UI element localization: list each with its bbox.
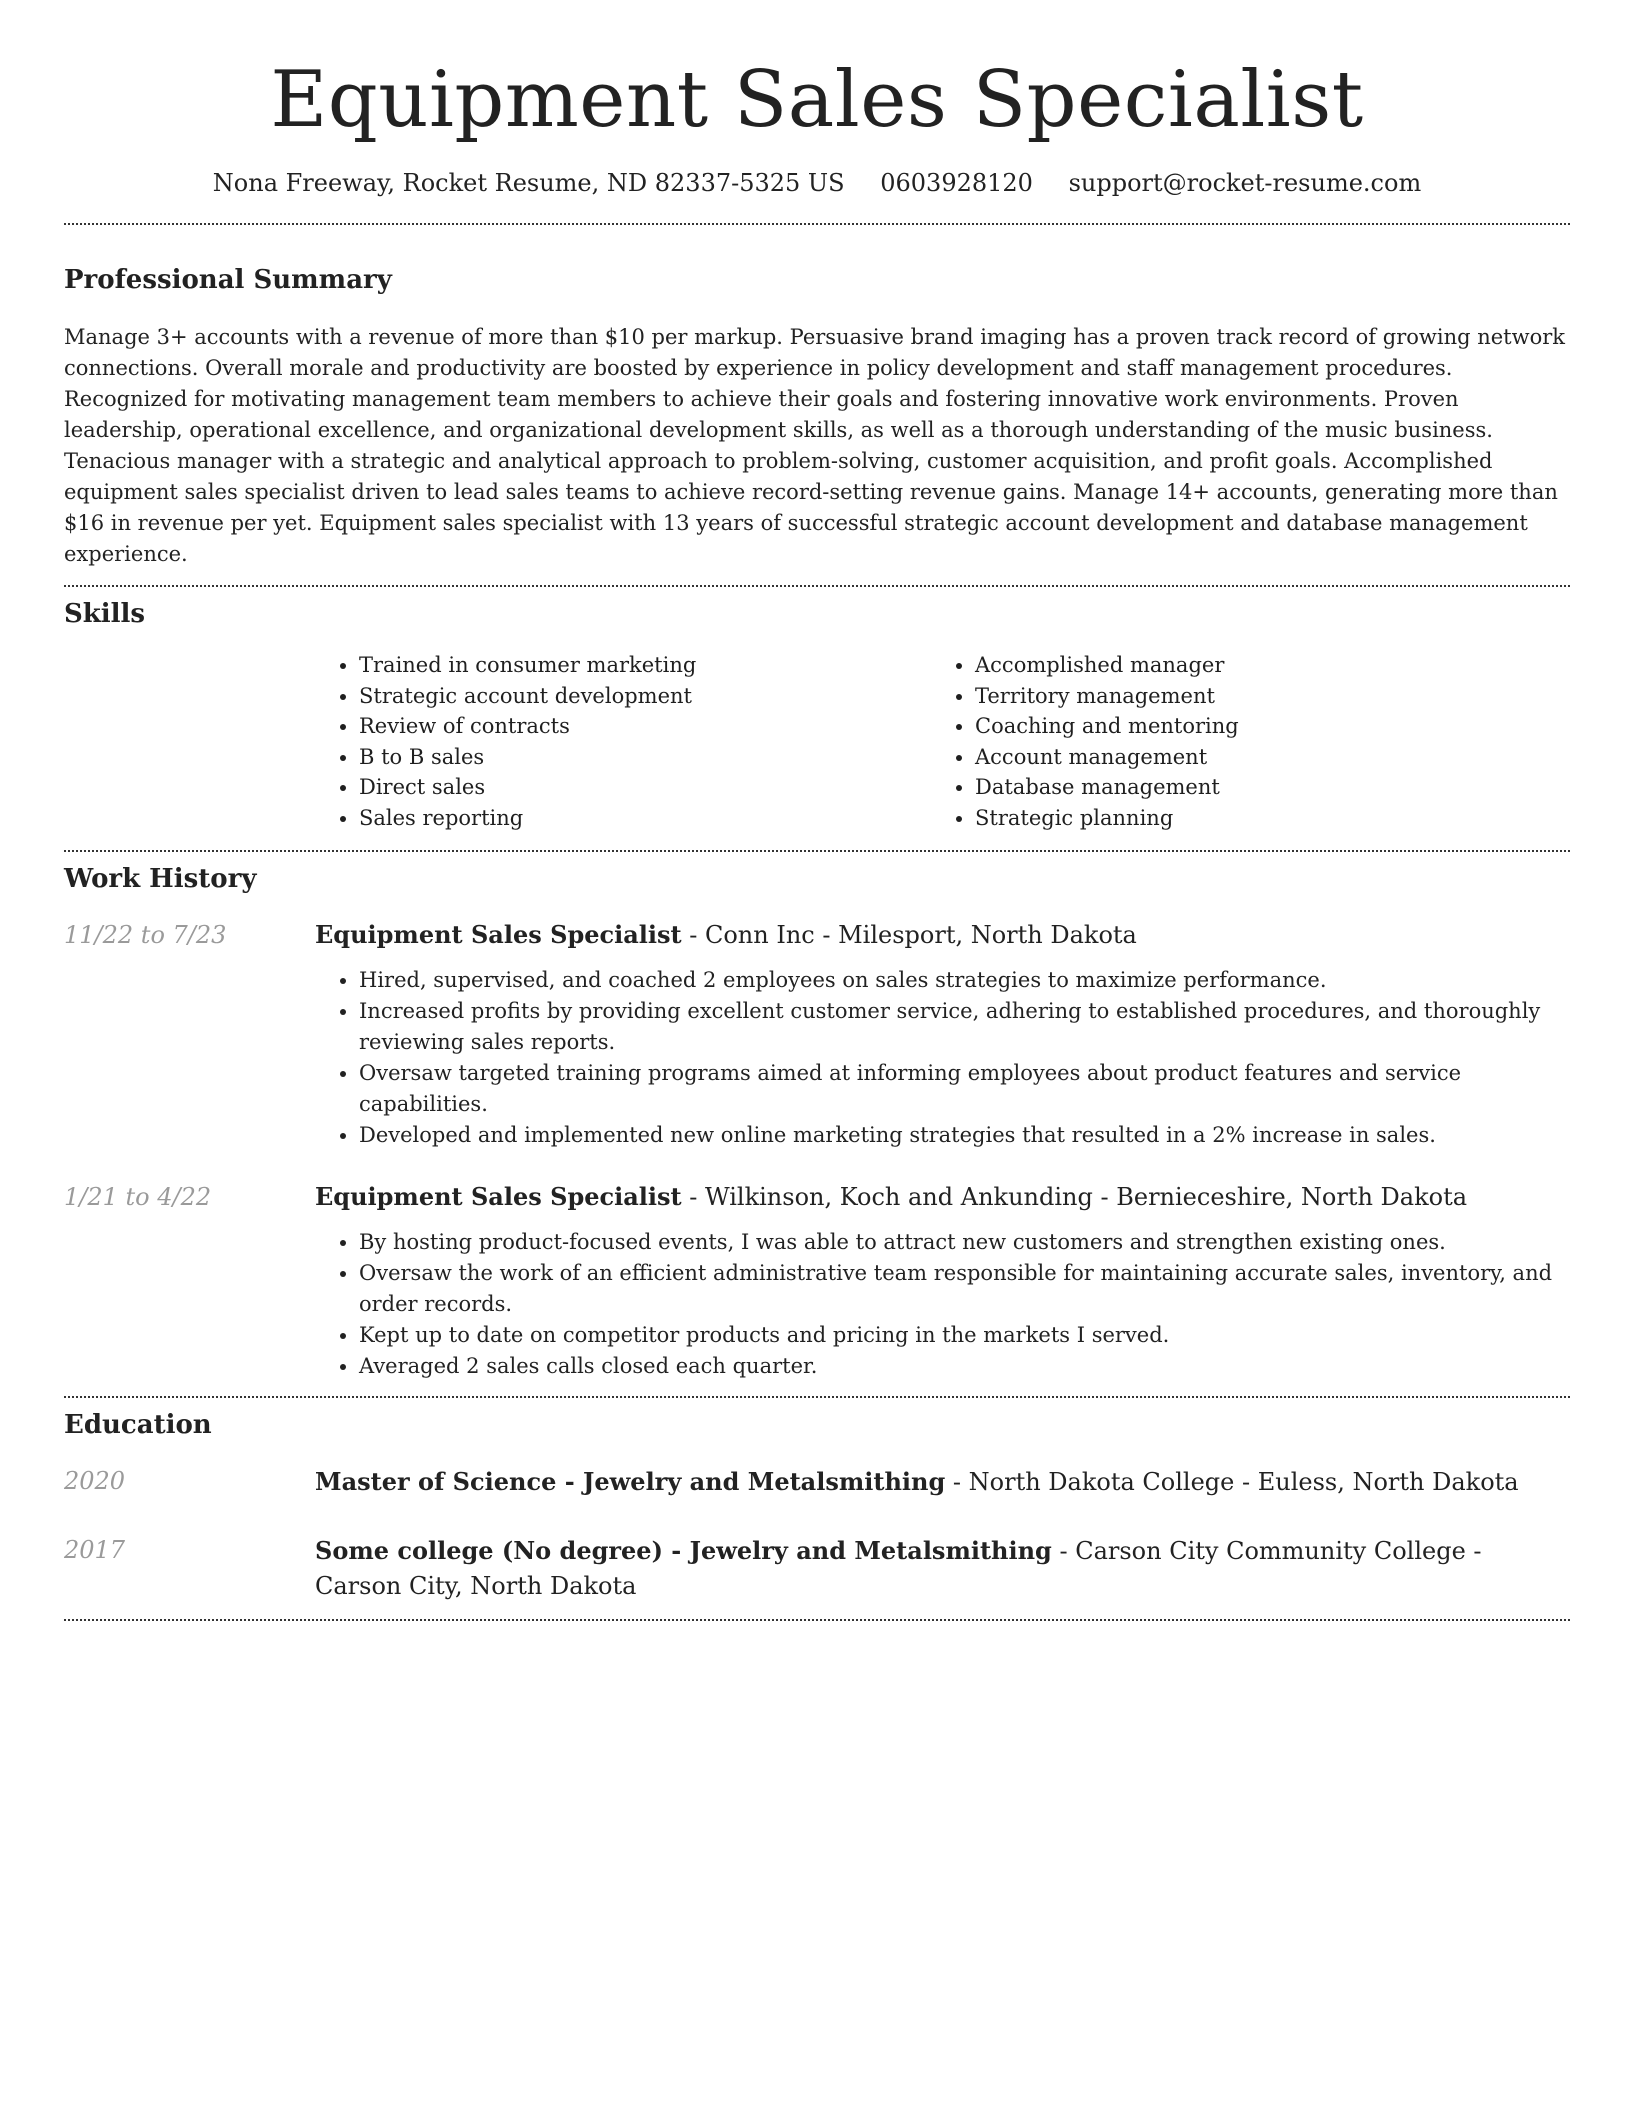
job-body	[315, 1180, 1570, 1382]
education-year: 2017	[64, 1535, 126, 1564]
education-school: Carson City Community College - Carson City, North Dakota	[315, 1536, 1482, 1600]
resume-page	[64, 0, 1570, 1621]
skills-column-left	[315, 650, 931, 834]
job-bullet: • Hired, supervised, and coached 2 employees on sales strategies to maximize performance.	[359, 965, 1570, 996]
section-divider	[64, 1619, 1570, 1621]
education-entry	[64, 1464, 1570, 1500]
job-bullet: • Averaged 2 sales calls closed each quarter.	[359, 1351, 1570, 1382]
contact-email: support@rocket-resume.com	[1068, 169, 1422, 197]
job-bullet: • Kept up to date on competitor products and pricing in the markets I served.	[359, 1320, 1570, 1351]
contact-line	[64, 166, 1570, 200]
job-bullets	[315, 1227, 1570, 1382]
job-body	[315, 918, 1570, 1151]
job-separator: -	[681, 920, 705, 949]
job-entry	[64, 918, 1570, 1151]
skills-column-right	[931, 650, 1547, 834]
education-degree: Master of Science - Jewelry and Metalsmithing	[315, 1466, 946, 1496]
page-title: Equipment Sales Specialist	[270, 55, 1364, 145]
section-divider	[64, 585, 1570, 587]
job-bullet: • Developed and implemented new online marketing strategies that resulted in a 2% increase in sales.	[359, 1120, 1570, 1151]
section-divider	[64, 1396, 1570, 1398]
skill-item: • Review of contracts	[359, 711, 931, 742]
skill-item: • Coaching and mentoring	[975, 711, 1547, 742]
section-divider	[64, 850, 1570, 852]
contact-phone: 0603928120	[880, 169, 1033, 197]
job-bullet: • Increased profits by providing excellent customer service, adhering to established procedures, and thoroughly reviewing sales reports.	[359, 996, 1570, 1058]
education-year: 2020	[64, 1466, 126, 1495]
skill-item: • B to B sales	[359, 742, 931, 773]
skill-item: • Sales reporting	[359, 803, 931, 834]
job-bullet: • Oversaw the work of an efficient administrative team responsible for maintaining accurate sales, inventory, and order records.	[359, 1258, 1570, 1320]
job-details: Conn Inc - Milesport, North Dakota	[704, 920, 1137, 949]
summary-heading: Professional Summary	[64, 265, 392, 295]
section-divider	[64, 223, 1570, 225]
job-position: Equipment Sales Specialist	[315, 919, 682, 949]
job-bullets	[315, 965, 1570, 1151]
skill-item: • Accomplished manager	[975, 650, 1547, 681]
education-degree: Some college (No degree) - Jewelry and Metalsmithing	[315, 1535, 1052, 1565]
job-separator: -	[681, 1182, 705, 1211]
skill-item: • Trained in consumer marketing	[359, 650, 931, 681]
education-separator: -	[1051, 1536, 1076, 1565]
skill-item: • Database management	[975, 772, 1547, 803]
education-details	[315, 1533, 1570, 1604]
education-separator: -	[945, 1467, 969, 1496]
job-bullet: • Oversaw targeted training programs aimed at informing employees about product features and service capabilities.	[359, 1058, 1570, 1120]
education-school: North Dakota College - Euless, North Dakota	[968, 1467, 1519, 1496]
summary-text: Manage 3+ accounts with a revenue of more than $10 per markup. Persuasive brand imaging has a proven track record of growing network connections. Overall morale and productivity are boosted by experience in policy development and staff management procedures. Recognized for motivating management team members to achieve their goals and fostering innovative work environments. Proven leadership, operational excellence, and organizational development skills, as well as a thorough understanding of the music business. Tenacious manager with a strategic and analytical approach to problem-solving, customer acquisition, and profit goals. Accomplished equipment sales specialist driven to lead sales teams to achieve record-setting revenue gains. Manage 14+ accounts, generating more than $16 in revenue per yet. Equipment sales specialist with 13 years of successful strategic account development and database management experience.	[64, 325, 1565, 566]
skill-item: • Account management	[975, 742, 1547, 773]
job-heading	[315, 1180, 1570, 1214]
job-entry	[64, 1180, 1570, 1382]
job-bullet: • By hosting product-focused events, I was able to attract new customers and strengthen existing ones.	[359, 1227, 1570, 1258]
education-entry	[64, 1533, 1570, 1604]
skill-item: • Strategic planning	[975, 803, 1547, 834]
skill-item: • Strategic account development	[359, 681, 931, 712]
work-history-heading: Work History	[64, 863, 257, 894]
skill-item: • Territory management	[975, 681, 1547, 712]
contact-address: Nona Freeway, Rocket Resume, ND 82337-5325 US	[212, 169, 845, 197]
skills-list	[315, 650, 1570, 834]
job-dates: 11/22 to 7/23	[64, 920, 227, 949]
education-heading: Education	[64, 1409, 212, 1440]
education-details	[315, 1464, 1570, 1500]
skills-heading: Skills	[64, 599, 146, 629]
job-position: Equipment Sales Specialist	[315, 1181, 682, 1211]
job-dates: 1/21 to 4/22	[64, 1182, 212, 1211]
job-details: Wilkinson, Koch and Ankunding - Bernieceshire, North Dakota	[704, 1182, 1468, 1211]
job-heading	[315, 918, 1570, 952]
skill-item: • Direct sales	[359, 772, 931, 803]
